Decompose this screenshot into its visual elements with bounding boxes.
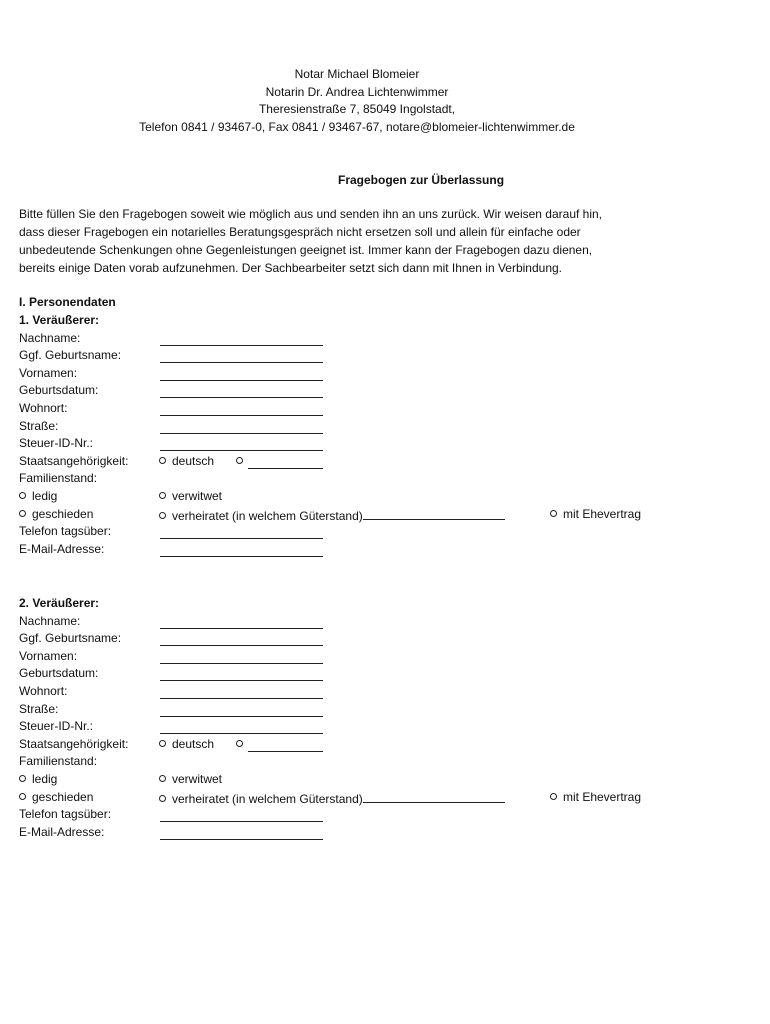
label-staatsangehoerigkeit: Staatsangehörigkeit: [19, 453, 129, 468]
geburtsname-field[interactable] [160, 347, 323, 363]
label-geburtsname: Ggf. Geburtsname: [19, 631, 122, 646]
geburtsdatum-field[interactable] [160, 382, 323, 398]
label-email: E-Mail-Adresse: [19, 824, 105, 839]
label-steuer-id: Steuer-ID-Nr.: [19, 719, 94, 734]
row-steuer-id [19, 435, 759, 453]
row-staatsangehoerigkeit [19, 453, 759, 471]
option-ehevertrag[interactable] [550, 506, 641, 524]
label-steuer-id: Steuer-ID-Nr.: [19, 436, 94, 451]
notary-letterhead [0, 66, 714, 136]
row-familienstand-options-2 [19, 789, 759, 807]
person-block-2 [19, 595, 759, 841]
option-deutsch[interactable] [159, 453, 214, 471]
option-geschieden[interactable] [19, 789, 93, 807]
radio-circle-icon [159, 795, 166, 802]
notary-name-1: Notar Michael Blomeier [294, 67, 420, 81]
label-wohnort: Wohnort: [19, 400, 68, 415]
radio-circle-icon [159, 492, 166, 499]
row-familienstand [19, 470, 759, 488]
label-familienstand: Familienstand: [19, 471, 98, 486]
option-ledig[interactable] [19, 771, 57, 789]
intro-line: Bitte füllen Sie den Fragebogen soweit wie möglich aus und senden ihn an uns zurück. Wir weisen darauf hin, [19, 207, 603, 221]
person-heading: 1. Veräußerer: [19, 313, 100, 327]
label-strasse: Straße: [19, 418, 59, 433]
label-staatsangehoerigkeit: Staatsangehörigkeit: [19, 736, 129, 751]
email-field[interactable] [160, 541, 323, 557]
option-label: geschieden [32, 506, 94, 521]
row-staatsangehoerigkeit [19, 736, 759, 754]
option-label: ledig [32, 488, 58, 503]
option-geschieden[interactable] [19, 506, 93, 524]
radio-circle-icon [159, 512, 166, 519]
row-email [19, 541, 759, 559]
option-verwitwet[interactable] [159, 771, 222, 789]
gueterstand-field[interactable] [363, 506, 505, 520]
row-telefon [19, 806, 759, 824]
intro-paragraph [19, 206, 739, 278]
notary-name-2: Notarin Dr. Andrea Lichtenwimmer [265, 84, 449, 99]
label-telefon: Telefon tagsüber: [19, 807, 112, 822]
radio-circle-icon [19, 793, 26, 800]
notary-address: Theresienstraße 7, 85049 Ingolstadt, [258, 102, 456, 117]
radio-circle-icon [159, 775, 166, 782]
radio-circle-icon [159, 457, 166, 464]
radio-circle-icon [19, 492, 26, 499]
option-label: mit Ehevertrag [563, 506, 642, 521]
label-familienstand: Familienstand: [19, 754, 98, 769]
row-vornamen [19, 365, 759, 383]
row-familienstand-options-1 [19, 771, 759, 789]
label-nachname: Nachname: [19, 330, 81, 345]
label-email: E-Mail-Adresse: [19, 541, 105, 556]
row-geburtsname [19, 630, 759, 648]
label-nachname: Nachname: [19, 613, 81, 628]
option-label: ledig [32, 771, 58, 786]
intro-line: dass dieser Fragebogen ein notarielles Beratungsgespräch nicht ersetzen soll und allein für einfache oder [19, 225, 581, 239]
label-wohnort: Wohnort: [19, 683, 68, 698]
row-geburtsname [19, 347, 759, 365]
option-label: deutsch [172, 453, 215, 468]
row-familienstand-options-2 [19, 506, 759, 524]
label-geburtsdatum: Geburtsdatum: [19, 383, 99, 398]
wohnort-field[interactable] [160, 400, 323, 416]
label-vornamen: Vornamen: [19, 365, 78, 380]
row-strasse [19, 701, 759, 719]
option-label: geschieden [32, 789, 94, 804]
radio-circle-icon [19, 775, 26, 782]
wohnort-field[interactable] [160, 683, 323, 699]
option-verwitwet[interactable] [159, 488, 222, 506]
row-steuer-id [19, 718, 759, 736]
row-wohnort [19, 683, 759, 701]
row-familienstand-options-1 [19, 488, 759, 506]
vornamen-field[interactable] [160, 365, 323, 381]
other-nationality-field[interactable] [248, 453, 323, 469]
row-nachname [19, 330, 759, 348]
nachname-field[interactable] [160, 330, 323, 346]
person-heading: 2. Veräußerer: [19, 596, 100, 610]
document-title: Fragebogen zur Überlassung [338, 173, 505, 187]
telefon-field[interactable] [160, 806, 323, 822]
row-familienstand [19, 753, 759, 771]
option-label: verwitwet [172, 771, 223, 786]
strasse-field[interactable] [160, 701, 323, 717]
row-strasse [19, 418, 759, 436]
geburtsname-field[interactable] [160, 630, 323, 646]
label-vornamen: Vornamen: [19, 648, 78, 663]
steuer-id-field[interactable] [160, 718, 323, 734]
option-label: verheiratet (in welchem Güterstand) [172, 791, 363, 806]
label-geburtsname: Ggf. Geburtsname: [19, 348, 122, 363]
section-heading-personendaten: I. Personendaten [19, 295, 116, 309]
radio-circle-icon [159, 740, 166, 747]
radio-circle-icon [550, 793, 557, 800]
option-label: deutsch [172, 736, 215, 751]
radio-circle-icon [236, 740, 243, 747]
radio-circle-icon [236, 457, 243, 464]
option-deutsch[interactable] [159, 736, 214, 754]
label-telefon: Telefon tagsüber: [19, 524, 112, 539]
person-block-1 [19, 312, 759, 558]
option-ledig[interactable] [19, 488, 57, 506]
option-ehevertrag[interactable] [550, 789, 641, 807]
option-label: verwitwet [172, 488, 223, 503]
label-strasse: Straße: [19, 701, 59, 716]
row-email [19, 824, 759, 842]
intro-line: bereits einige Daten vorab aufzunehmen. Der Sachbearbeiter setzt sich dann mit Ihnen in Verbindung. [19, 261, 562, 275]
email-field[interactable] [160, 824, 323, 840]
label-geburtsdatum: Geburtsdatum: [19, 666, 99, 681]
strasse-field[interactable] [160, 418, 323, 434]
row-vornamen [19, 648, 759, 666]
steuer-id-field[interactable] [160, 435, 323, 451]
vornamen-field[interactable] [160, 648, 323, 664]
radio-circle-icon [19, 510, 26, 517]
notary-contact: Telefon 0841 / 93467-0, Fax 0841 / 93467-67, notare@blomeier-lichtenwimmer.de [139, 119, 575, 134]
row-wohnort [19, 400, 759, 418]
row-telefon [19, 523, 759, 541]
radio-circle-icon [550, 510, 557, 517]
other-nationality-field[interactable] [248, 736, 323, 752]
row-nachname [19, 613, 759, 631]
option-label: mit Ehevertrag [563, 789, 642, 804]
gueterstand-field[interactable] [363, 789, 505, 803]
option-label: verheiratet (in welchem Güterstand) [172, 508, 363, 523]
telefon-field[interactable] [160, 523, 323, 539]
nachname-field[interactable] [160, 613, 323, 629]
intro-line: unbedeutende Schenkungen ohne Gegenleistungen geeignet ist. Immer kann der Fragebogen dazu dienen, [19, 243, 593, 257]
row-geburtsdatum [19, 665, 759, 683]
row-geburtsdatum [19, 382, 759, 400]
geburtsdatum-field[interactable] [160, 665, 323, 681]
